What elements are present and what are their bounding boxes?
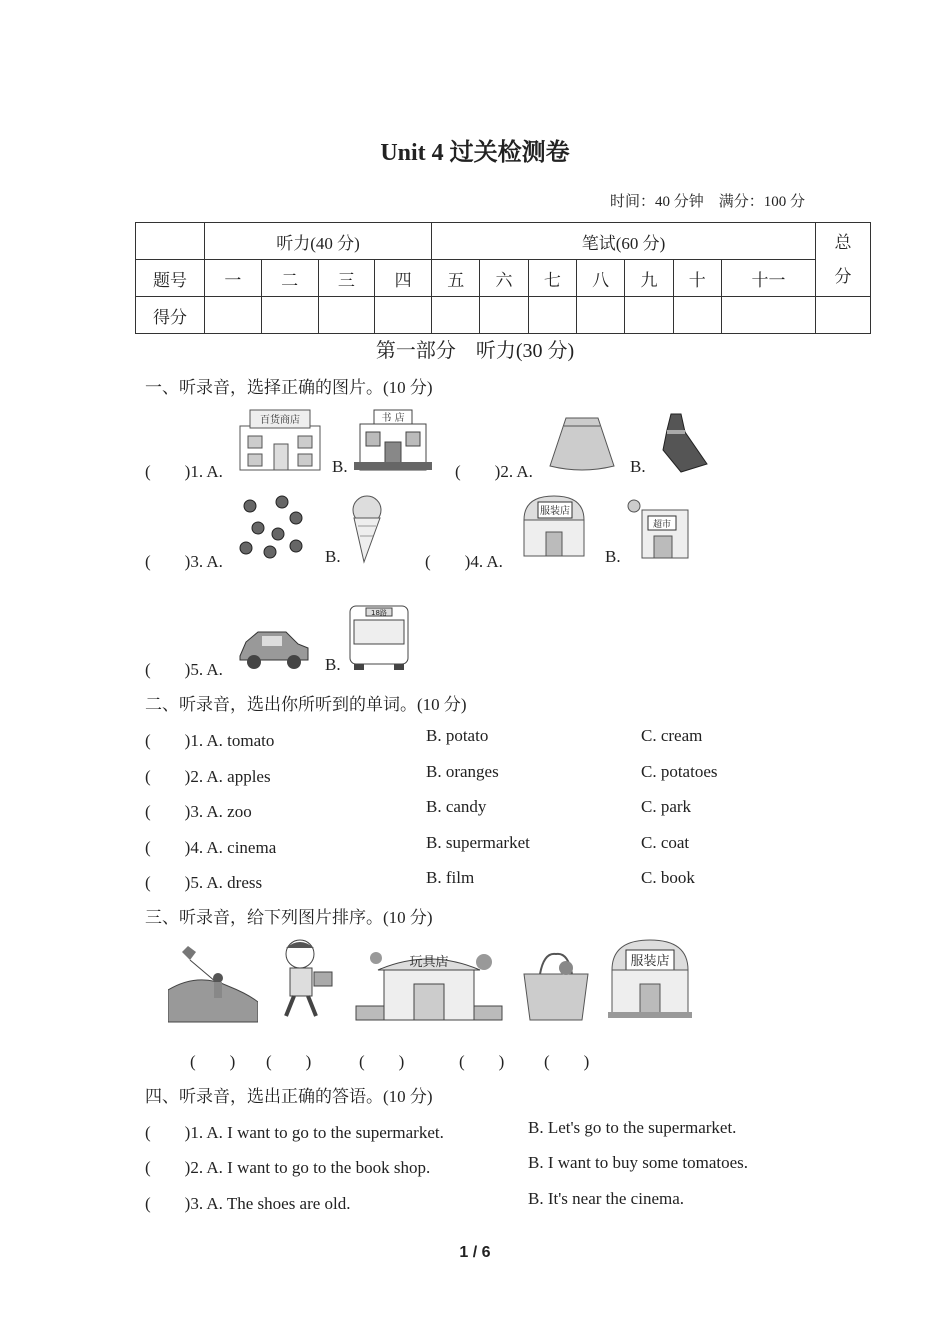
page-number: 1 / 6: [459, 1244, 491, 1261]
candies-image: [234, 492, 310, 562]
question-number: 四: [375, 260, 432, 297]
score-cell[interactable]: [721, 297, 815, 334]
s2-q2-b: B. oranges: [426, 762, 499, 781]
car-image: [236, 626, 312, 672]
s2-q1-c: C. cream: [641, 726, 703, 745]
order-blank-3[interactable]: ( ): [359, 1052, 405, 1071]
question-number: 二: [261, 260, 318, 297]
clothes-shop-image-2: [606, 936, 694, 1022]
bookstore-image: [352, 408, 434, 472]
s2-q3-c: C. park: [641, 797, 692, 816]
s4-q3-b: B. It's near the cinema.: [528, 1189, 685, 1208]
s2-q5-a: ( )5. A. dress: [145, 873, 263, 892]
toy-shop-image: [354, 944, 504, 1022]
clothes-shop-image: [516, 492, 592, 562]
s2-q2-a: ( )2. A. apples: [145, 767, 271, 786]
question-number: 五: [432, 260, 480, 297]
dress-image: [651, 410, 713, 474]
s2-q3-a: ( )3. A. zoo: [145, 802, 252, 821]
section-four-heading: 四、听录音，选出正确的答语。(10 分): [145, 1087, 433, 1106]
section-one-heading: 一、听录音，选择正确的图片。(10 分): [145, 378, 433, 397]
score-cell[interactable]: [816, 297, 871, 334]
total-header: 总分: [816, 223, 871, 297]
s2-q4-c: C. coat: [641, 833, 690, 852]
writing-header: 笔试(60 分): [432, 223, 816, 260]
score-cell[interactable]: [673, 297, 721, 334]
score-cell[interactable]: [432, 297, 480, 334]
question-number: 三: [318, 260, 375, 297]
s1-question-1: ( )1. A.: [145, 462, 223, 481]
page-title: Unit 4 过关检测卷: [380, 140, 570, 166]
score-cell[interactable]: [480, 297, 528, 334]
s2-q1-b: B. potato: [426, 726, 489, 745]
score-cell[interactable]: [576, 297, 624, 334]
clothes-shop-sign: 服装店: [540, 506, 570, 517]
order-blank-2[interactable]: ( ): [266, 1052, 312, 1071]
s1-question-3: ( )3. A.: [145, 552, 223, 571]
s2-q5-b: B. film: [426, 868, 475, 887]
score-cell[interactable]: [318, 297, 375, 334]
s2-q5-c: C. book: [641, 868, 695, 887]
option-b-label: B.: [325, 655, 341, 674]
question-number: 六: [480, 260, 528, 297]
boy-walking-image: [270, 936, 340, 1022]
skirt-image: [546, 414, 618, 474]
supermarket-image: [624, 494, 694, 562]
section-two-heading: 二、听录音，选出你所听到的单词。(10 分): [145, 695, 467, 714]
s4-q2-b: B. I want to buy some tomatoes.: [528, 1153, 749, 1172]
question-number: 八: [576, 260, 624, 297]
listening-header: 听力(40 分): [205, 223, 432, 260]
s1-question-4: ( )4. A.: [425, 552, 503, 571]
shopping-bag-image: [520, 944, 592, 1022]
order-blank-5[interactable]: ( ): [544, 1052, 590, 1071]
s2-q1-a: ( )1. A. tomato: [145, 731, 275, 750]
bus-image: [346, 602, 412, 672]
clothes-shop-sign-2: 服装店: [630, 954, 670, 969]
part-one-heading: 第一部分 听力(30 分): [375, 340, 575, 362]
department-store-image: [236, 406, 324, 472]
store-sign: 百货商店: [260, 415, 300, 426]
toy-shop-sign: 玩具店: [409, 955, 449, 970]
score-cell[interactable]: [625, 297, 673, 334]
s1-question-2: ( )2. A.: [455, 462, 533, 481]
s4-q1-a: ( )1. A. I want to go to the supermarket.: [145, 1123, 444, 1142]
kite-on-hill-image: [168, 942, 258, 1024]
score-cell[interactable]: [261, 297, 318, 334]
s2-q4-b: B. supermarket: [426, 833, 530, 852]
s2-q3-b: B. candy: [426, 797, 487, 816]
bookstore-sign: 书 店: [381, 413, 405, 424]
question-number: 一: [205, 260, 262, 297]
question-number: 九: [625, 260, 673, 297]
s4-q2-a: ( )2. A. I want to go to the book shop.: [145, 1158, 431, 1177]
blank-cell: [136, 223, 205, 260]
section-three-heading: 三、听录音，给下列图片排序。(10 分): [145, 908, 433, 927]
score-cell[interactable]: [528, 297, 576, 334]
s1-question-5: ( )5. A.: [145, 660, 223, 679]
score-label: 得分: [136, 297, 205, 334]
option-b-label: B.: [332, 457, 348, 476]
supermarket-sign: 超市: [652, 520, 672, 530]
ice-cream-image: [344, 492, 390, 564]
question-number: 十一: [721, 260, 815, 297]
bus-number: 18路: [371, 609, 387, 617]
option-b-label: B.: [630, 457, 646, 476]
question-number: 十: [673, 260, 721, 297]
option-b-label: B.: [605, 547, 621, 566]
order-blank-1[interactable]: ( ): [190, 1052, 236, 1071]
s4-q1-b: B. Let's go to the supermarket.: [528, 1118, 737, 1137]
option-b-label: B.: [325, 547, 341, 566]
s2-q4-a: ( )4. A. cinema: [145, 838, 277, 857]
s2-q2-c: C. potatoes: [641, 762, 718, 781]
s4-q3-a: ( )3. A. The shoes are old.: [145, 1194, 351, 1213]
time-and-score-info: 时间：40 分钟 满分：100 分: [609, 194, 805, 210]
question-number: 七: [528, 260, 576, 297]
score-table: [135, 222, 871, 334]
order-blank-4[interactable]: ( ): [459, 1052, 505, 1071]
row-label: 题号: [136, 260, 205, 297]
score-cell[interactable]: [375, 297, 432, 334]
score-cell[interactable]: [205, 297, 262, 334]
